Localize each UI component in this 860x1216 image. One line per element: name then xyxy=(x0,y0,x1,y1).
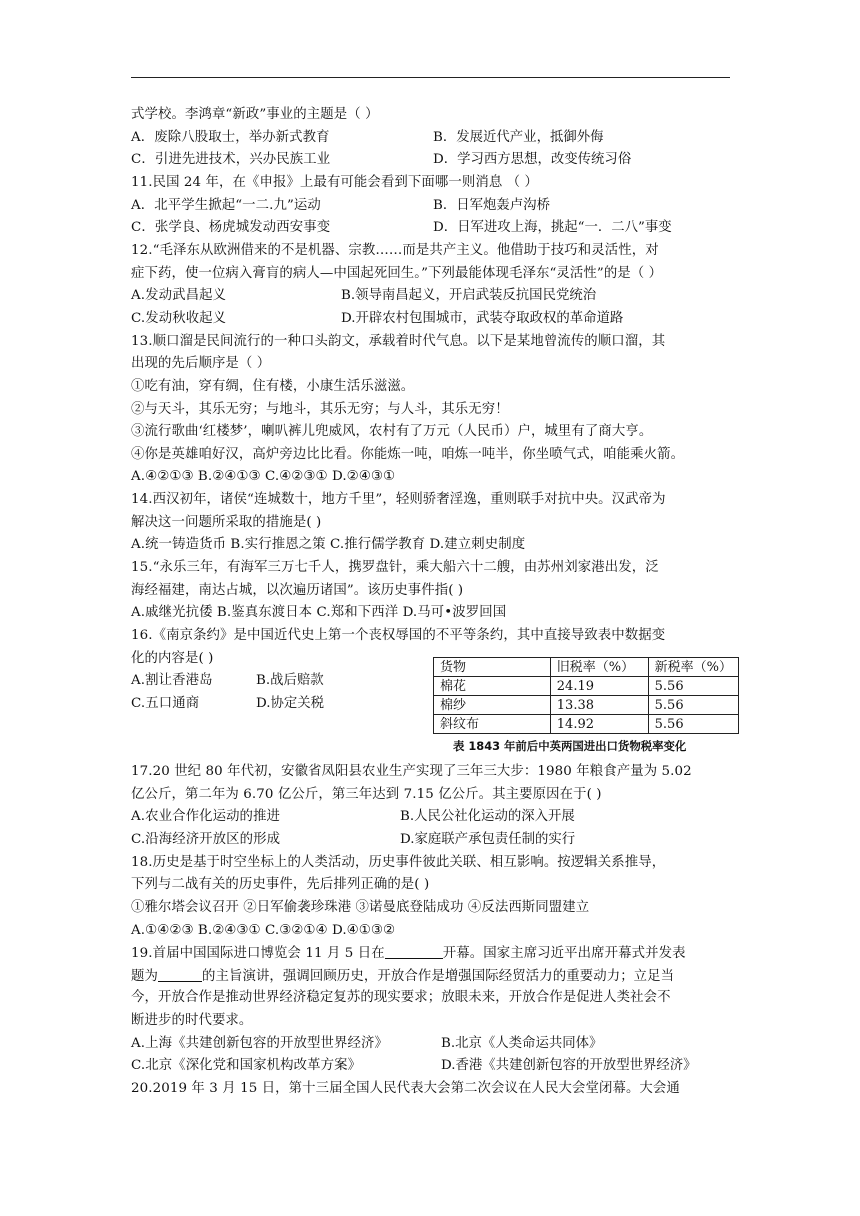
option-b-11: B．日军炮轰卢沟桥 xyxy=(433,198,550,213)
options-18: A.①④②③ B.②④③① C.③②①④ D.④①③② xyxy=(131,923,396,938)
option-a-16: A.割让香港岛 xyxy=(131,673,213,688)
events-18: ①雅尔塔会议召开 ②日军偷袭珍珠港 ③诺曼底登陆成功 ④反法西斯同盟建立 xyxy=(131,900,590,915)
option-c-12: C.发动秋收起义 xyxy=(131,311,227,326)
table-caption: 表 1843 年前后中英两国进出口货物税率变化 xyxy=(453,739,687,753)
option-d-17: D.家庭联产承包责任制的实行 xyxy=(400,832,576,847)
q19-text-post: 开幕。国家主席习近平出席开幕式并发表 xyxy=(442,946,686,961)
table-cell: 斜纹布 xyxy=(434,715,551,734)
answer-blank xyxy=(158,967,202,982)
q19-text-pre-2: 题为 xyxy=(131,969,158,984)
question-19-stem xyxy=(131,944,686,963)
option-c-16: C.五口通商 xyxy=(131,696,200,711)
option-a-10: A．废除八股取士，举办新式教育 xyxy=(131,130,330,145)
option-b-19: B.北京《人类命运共同体》 xyxy=(441,1036,603,1051)
question-14-stem: 14.西汉初年，诸侯“连城数十，地方千里”，轻则骄奢淫逸，重则联手对抗中央。汉武帝为 xyxy=(131,492,666,507)
q19-text-pre: 19.首届中国国际进口博览会 11 月 5 日在 xyxy=(131,946,385,961)
question-19-stem-cont xyxy=(131,967,674,986)
question-17-stem-cont: 亿公斤，第二年为 6.70 亿公斤，第三年达到 7.15 亿公斤。其主要原因在于( ) xyxy=(131,787,602,802)
option-b-17: B.人民公社化运动的深入开展 xyxy=(400,809,575,824)
option-c-11: C．张学良、杨虎城发动西安事变 xyxy=(131,220,331,235)
rhyme-4: ④你是英雄咱好汉，高炉旁边比比看。你能炼一吨，咱炼一吨半，你坐喷气式，咱能乘火箭。 xyxy=(131,447,685,462)
table-cell: 13.38 xyxy=(550,696,648,715)
answer-blank xyxy=(385,944,443,959)
option-b-12: B.领导南昌起义，开启武装反抗国民党统治 xyxy=(341,288,597,303)
table-header-cell: 新税率（%） xyxy=(648,658,738,677)
question-20-stem: 20.2019 年 3 月 15 日，第十三届全国人民代表大会第二次会议在人民大会堂闭幕。大会通 xyxy=(131,1081,680,1096)
option-d-10: D．学习西方思想，改变传统习俗 xyxy=(433,152,632,167)
option-a-17: A.农业合作化运动的推进 xyxy=(131,809,281,824)
table-cell: 14.92 xyxy=(550,715,648,734)
option-a-12: A.发动武昌起义 xyxy=(131,288,227,303)
table-cell: 棉纱 xyxy=(434,696,551,715)
option-a-19: A.上海《共建创新包容的开放型世界经济》 xyxy=(131,1036,388,1051)
option-c-17: C.沿海经济开放区的形成 xyxy=(131,832,281,847)
question-11-stem: 11.民国 24 年，在《申报》上最有可能会看到下面哪一则消息 （ ） xyxy=(131,175,539,190)
question-16-stem: 16.《南京条约》是中国近代史上第一个丧权辱国的不平等条约，其中直接导致表中数据变 xyxy=(131,628,666,643)
options-14: A.统一铸造货币 B.实行推恩之策 C.推行儒学教育 D.建立刺史制度 xyxy=(131,537,526,552)
question-10-stem: 式学校。李鸿章“新政”事业的主题是（ ） xyxy=(131,107,379,122)
table-cell: 棉花 xyxy=(434,677,551,696)
option-d-12: D.开辟农村包围城市，武装夺取政权的革命道路 xyxy=(341,311,624,326)
question-19-stem-cont-2: 今，开放合作是推动世界经济稳定复苏的现实要求；放眼未来，开放合作是促进人类社会不 xyxy=(131,990,671,1005)
table-row xyxy=(434,677,739,696)
table-row xyxy=(434,715,739,734)
table-cell: 5.56 xyxy=(648,696,738,715)
question-13-stem-cont: 出现的先后顺序是（ ） xyxy=(131,356,271,371)
tax-rate-table xyxy=(433,657,739,734)
option-d-16: D.协定关税 xyxy=(256,696,325,711)
q19-text-post-2: 的主旨演讲，强调回顾历史，开放合作是增强国际经贸活力的重要动力；立足当 xyxy=(201,969,675,984)
question-14-stem-cont: 解决这一问题所采取的措施是( ) xyxy=(131,515,322,530)
question-19-stem-cont-3: 断进步的时代要求。 xyxy=(131,1013,253,1028)
table-header-row xyxy=(434,658,739,677)
table-header-cell: 旧税率（%） xyxy=(550,658,648,677)
table-cell: 5.56 xyxy=(648,677,738,696)
option-a-11: A．北平学生掀起“一二.九”运动 xyxy=(131,198,321,213)
question-15-stem: 15.“永乐三年，有海军三万七千人，携罗盘针，乘大船六十二艘，由苏州刘家港出发，泛 xyxy=(131,560,659,575)
table-cell: 5.56 xyxy=(648,715,738,734)
option-d-19: D.香港《共建创新包容的开放型世界经济》 xyxy=(441,1058,697,1073)
question-16-stem-cont: 化的内容是( ) xyxy=(131,651,214,666)
option-c-10: C．引进先进技术，兴办民族工业 xyxy=(131,152,331,167)
options-13: A.④②①③ B.②④①③ C.④②③① D.②④③① xyxy=(131,469,396,484)
table-cell: 24.19 xyxy=(550,677,648,696)
question-12-stem-cont: 症下药，使一位病入膏肓的病人—中国起死回生。”下列最能体现毛泽东“灵活性”的是（ ） xyxy=(131,266,663,281)
rhyme-1: ①吃有油，穿有绸，住有楼，小康生活乐滋滋。 xyxy=(131,379,415,394)
rhyme-3: ③流行歌曲‘红楼梦’，喇叭裤儿兜威风，农村有了万元（人民币）户，城里有了商大亨。 xyxy=(131,424,653,439)
options-15: A.戚继光抗倭 B.鉴真东渡日本 C.郑和下西洋 D.马可•波罗回国 xyxy=(131,605,507,620)
header-rule xyxy=(131,77,730,78)
option-b-10: B．发展近代产业，抵御外侮 xyxy=(433,130,604,145)
question-18-stem-cont: 下列与二战有关的历史事件，先后排列正确的是( ) xyxy=(131,877,430,892)
question-17-stem: 17.20 世纪 80 年代初，安徽省凤阳县农业生产实现了三年三大步：1980 年粮食产量为 5.02 xyxy=(131,764,692,779)
table-header-cell: 货物 xyxy=(434,658,551,677)
rhyme-2: ②与天斗，其乐无穷；与地斗，其乐无穷；与人斗，其乐无穷！ xyxy=(131,402,509,417)
option-b-16: B.战后赔款 xyxy=(256,673,324,688)
option-d-11: D．日军进攻上海，挑起“一．二八”事变 xyxy=(433,220,672,235)
question-15-stem-cont: 海经福建，南达占城，以次遍历诸国”。该历史事件指( ) xyxy=(131,583,464,598)
question-12-stem: 12.“毛泽东从欧洲借来的不是机器、宗教……而是共产主义。他借助于技巧和灵活性，对 xyxy=(131,243,659,258)
table-row xyxy=(434,696,739,715)
option-c-19: C.北京《深化党和国家机构改革方案》 xyxy=(131,1058,362,1073)
question-13-stem: 13.顺口溜是民间流行的一种口头韵文，承载着时代气息。以下是某地曾流传的顺口溜，其 xyxy=(131,334,666,349)
question-18-stem: 18.历史是基于时空坐标上的人类活动，历史事件彼此关联、相互影响。按逻辑关系推导， xyxy=(131,855,666,870)
